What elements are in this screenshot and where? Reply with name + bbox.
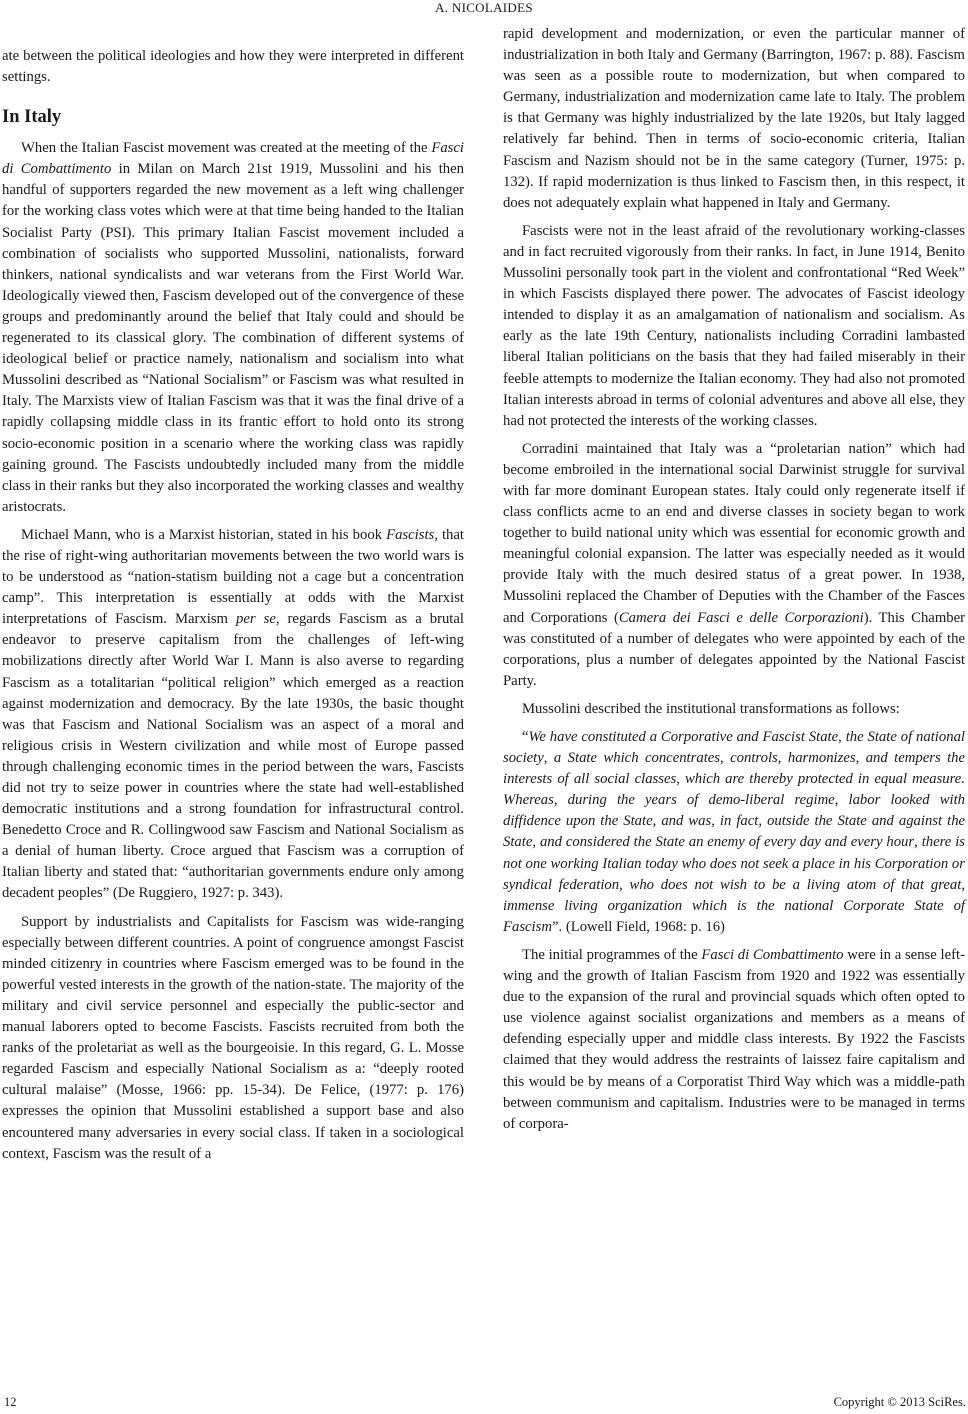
italic-text: which are thereby protected in equal measure. Whereas [503, 771, 965, 809]
italic-text: Camera dei Fasci e delle Corporazioni [618, 609, 864, 626]
paragraph: ate between the political ideologies and how they were interpreted in different settings. [2, 48, 464, 86]
text-run: , [711, 813, 720, 830]
text-run: were in a sense left-wing and the growth of Italian Fascism from 1920 and 1922 was essentially due to the expansion of the rural and provincial squads which often opted to use violence against socialist organizations and members as a means of defending especially upper and middle class interests. By 1922 the Fascists claimed that they would address the restraints of laissez faire capitalism and this would be by means of a Corporatist Third Way which was a middle-path between communism and capitalism. Industries were to be managed in terms of corpora- [503, 946, 965, 1132]
text-run: , [676, 771, 685, 788]
text-run: , [838, 729, 846, 745]
right-column [503, 24, 965, 1142]
text-run: , [619, 876, 630, 893]
text-run: , [532, 834, 540, 851]
text-run: , [914, 834, 922, 851]
italic-text: in fact [719, 813, 759, 830]
text-run: ”. (Lowell Field, 1968: p. 16) [551, 918, 725, 935]
italic-text: and considered the State an enemy of every day and every hour [539, 834, 915, 851]
text-run: , [777, 750, 788, 767]
italic-text: We have constituted a Corporative and Fascist State [528, 729, 839, 745]
italic-text: and was [661, 813, 712, 830]
text-run: ). This Chamber was constituted of a number of delegates who were appointed by each of the corporations, plus a number of delegates appointed by the National Fascist Party. [503, 609, 966, 689]
text-run: , [720, 750, 731, 767]
italic-text: harmonizes [787, 750, 856, 767]
italic-text: Fasci di Combattimento [2, 140, 464, 178]
paragraph: Fascists were not in the least afraid of the revolutionary working-classes and in fact recruited vigorously from their ranks. In fact, in June 1914, Benito Mussolini personally took part in the violent and confrontational “Red Week” in which Fascists displayed there power. The advocates of Fascist ideology intended to display it as an amalgamation of nationalism and socialism. As early as the late 19th Century, nationalists including Corradini lambasted liberal Italian politicians on the basis that they had failed miserably in their feeble attempts to modernize the Italian economy. They had also not promoted Italian interests abroad in terms of colonial adventures and above all else, they had not protected the interests of the working classes. [503, 222, 965, 429]
italic-text: Fasci di Combattimento [701, 946, 844, 963]
italic-text: labor looked with diffidence upon the State [503, 792, 966, 830]
left-column [2, 46, 464, 1172]
text-run: , [758, 813, 768, 830]
italic-text: who does not wish to be a living atom of that great [629, 876, 962, 893]
text-run: “ [522, 729, 529, 745]
italic-text: during the years of demo-liberal regime [567, 792, 835, 809]
paragraph: Support by industrialists and Capitalists for Fascism was wide-ranging especially between different countries. A point of congruence amongst Fascist minded citizenry in countries where Fascism emerged was to be found in the powerful vested interests in the growth of the nation-state. The majority of the military and civil service personnel and especially the public-sector and manual laborers opted to become Fascists. Fascists recruited from both the ranks of the proletariat as well as the bourgeoisie. In this regard, G. L. Mosse regarded Fascism and especially National Socialism as a: “deeply rooted cultural malaise” (Mosse, 1966: pp. 15-34). De Felice, (1977: p. 176) expresses the opinion that Mussolini established a support base and also encountered many adversaries in every social class. If taken in a sociological context, Fascism was the result of a [2, 913, 464, 1162]
text-run: , [961, 876, 966, 893]
paragraph [2, 138, 464, 518]
italic-text: and tempers the interests of all social classes [503, 750, 966, 788]
paragraph: rapid development and modernization, or even the particular manner of industrialization in both Italy and Germany (Barrington, 1967: p. 88). Fascism was seen as a possible route to modernization, but when compared to Germany, industrialization and modernization came late to Italy. The problem is that Germany was highly industrialized by the late 1920s, but Italy lagged relatively far behind. Then in terms of socio-economic criteria, Italian Fascism and Nazism should not be in the same category (Turner, 1975: p. 132). If rapid modernization is thus linked to Fascism then, in this respect, it does not adequately explain what happened in Italy and Germany. [503, 26, 965, 211]
text-run: , [543, 750, 554, 767]
italic-text: there is not one working Italian today who does not seek a place in his Corporation or syndical federation [503, 834, 966, 893]
italic-text: Fascists [386, 526, 435, 543]
italic-text: the State of national society [503, 729, 965, 767]
text-run: Corradini maintained that Italy was a “proletarian nation” which had become embroiled in the international social Darwinist struggle for survival with far more dominant European states. Italy could only regenerate itself if class conflicts acme to an end and diverse classes in society began to work together to build national unity which was essential for economic growth and meaningful colonial expansion. The latter was especially needed as it would provide Italy with the much desired status of a great power. In 1938, Mussolini replaced the Chamber of Deputies with the Chamber of the Fasces and Corporations ( [503, 440, 965, 626]
text-run: , [855, 750, 866, 767]
paragraph [503, 945, 965, 1135]
paragraph: Mussolini described the institutional transformations as follows: [522, 700, 900, 717]
text-run: When the Italian Fascist movement was created at the meeting of the [21, 140, 432, 157]
text-run: The initial programmes of the [522, 946, 702, 963]
italic-text: outside the State and against the State [503, 813, 966, 851]
paragraph [2, 525, 464, 905]
text-run: , regards Fascism as a brutal endeavor to preserve capitalism from the challenges of left-wing mobilizations directly after World War I. Mann is also averse to regarding Fascism as a totalitarian “political religion” which emerged as a reaction against modernization and democracy. By the late 1930s, the basic thought was that Fascism and National Socialism was an aspect of a moral and religious crisis in Western civilization and while most of Europe passed through challenging economic times in the period between the wars, Fascists did not try to seize power in countries where the state had well-established democratic institutions and a strong foundation for infrastructural control. Benedetto Croce and R. Collingwood saw Fascism and National Socialism as a denial of human liberty. Croce argued that Fascism was a corruption of Italian liberty and stated that: “authoritarian governments endure only among decadent peoples” (De Ruggiero, 1927: p. 343). [2, 611, 464, 902]
text-run: , that the rise of right-wing authoritarian movements between the two world wars is to be understood as “nation-statism building not a cage but a concentration camp”. This interpretation is essentially at odds with the Marxist interpretations of Fascism. Marxism [2, 526, 464, 628]
text-run: in Milan on March 21st 1919, Mussolini and his then handful of supporters regarded the new movement as a left wing challenger for the working class votes which were at that time being handed to the Italian Socialist Party (PSI). This primary Italian Fascist movement included a combination of socialists who supported Mussolini, nationalists, forward thinkers, national syndicalists and war veterans from the First World War. Ideologically viewed then, Fascism developed out of the convergence of these groups and predominantly around the belief that Italy could and should be regenerated to its classical glory. The combination of different systems of ideological belief or practice namely, nationalism and socialism into what Mussolini described as “National Socialism” or Fascism was what resulted in Italy. The Marxists view of Italian Fascism was that it was the final drive of a rapidly collapsing middle class in its frantic effort to hold onto its strong socio-economic position in a scenario where the working class was rapidly gaining ground. The Fascists undoubtedly included many from the middle class in their ranks but they also incorporated the working classes and wealthy aristocrats. [2, 161, 464, 515]
page-number: 12 [4, 1395, 17, 1409]
block-quote [503, 727, 965, 938]
italic-text: a State which concentrates [553, 750, 721, 767]
italic-text: immense living organization which is the national Corporate State of Fascism [503, 897, 965, 935]
text-run: , [834, 792, 849, 809]
paragraph [503, 439, 965, 692]
text-run: , [652, 813, 662, 830]
italic-text: controls [730, 750, 778, 767]
running-head: A. NICOLAIDES [435, 0, 533, 15]
section-heading: In Italy [2, 107, 62, 128]
text-run: Michael Mann, who is a Marxist historian, stated in his book [21, 526, 387, 543]
italic-text: per se [236, 611, 276, 628]
copyright-notice: Copyright © 2013 SciRes. [833, 1395, 966, 1409]
text-run: , [553, 792, 568, 809]
